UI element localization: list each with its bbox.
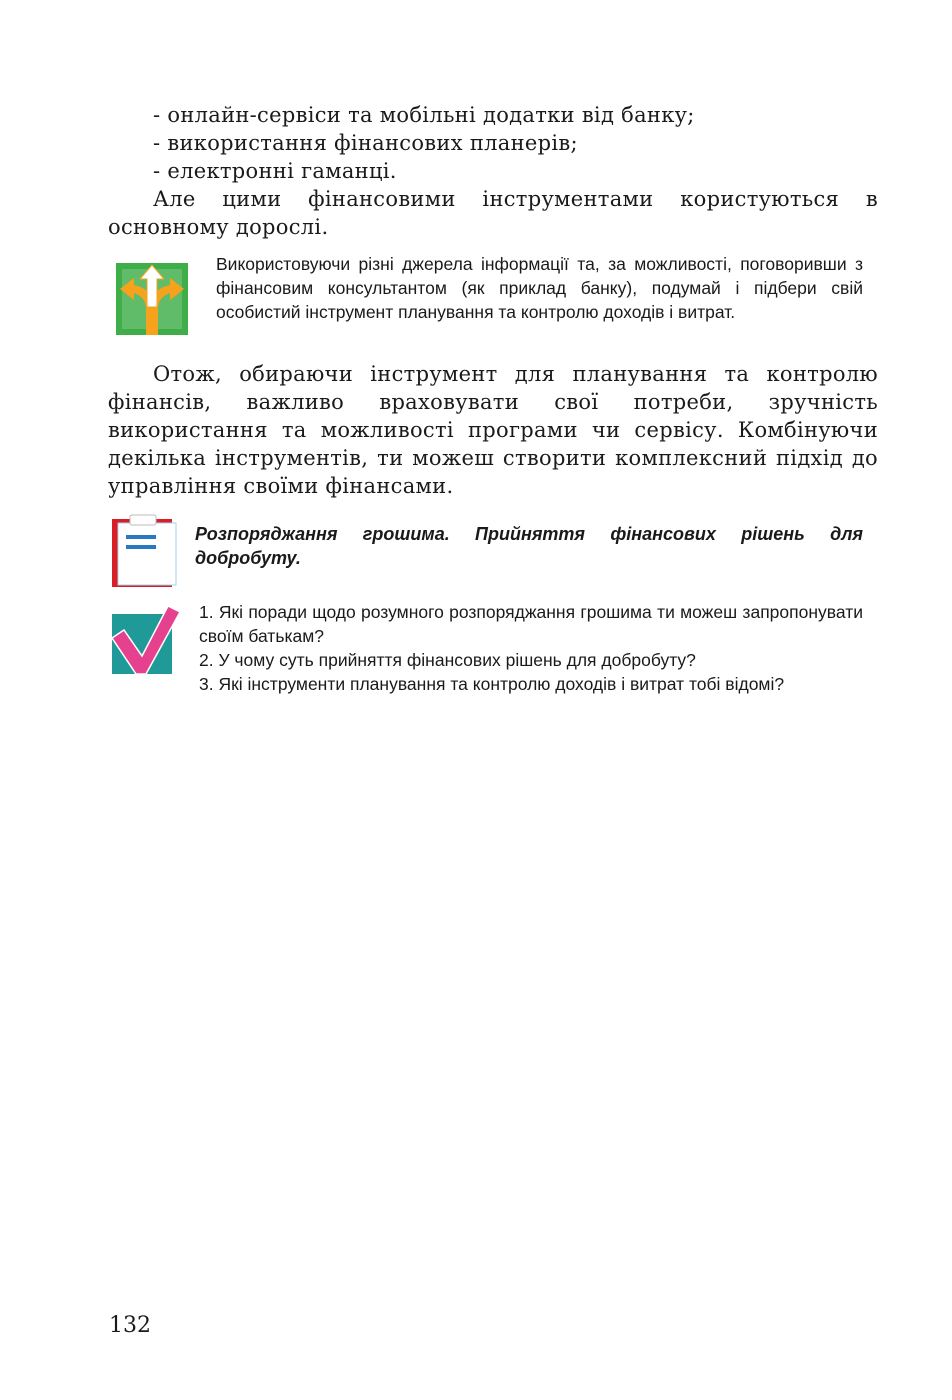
question-item: 2. У чому суть прийняття фінансових рішень для добробуту? <box>199 650 696 670</box>
question-list <box>199 600 863 696</box>
question-item: 1. Які поради щодо розумного розпоряджання грошима ти можеш запропонувати своїм батькам? <box>199 602 863 646</box>
bullet-item: - електронні гаманці. <box>153 159 397 183</box>
checkmark-icon <box>110 604 180 676</box>
tip-text: Використовуючи різні джерела інформації та, за можливості, поговоривши з фінансовим консультантом (як приклад банку), подумай і підбери свій особистий інструмент планування та контролю доходів і витрат. <box>216 254 863 322</box>
bullet-item: - використання фінансових планерів; <box>153 131 578 155</box>
question-item: 3. Які інструменти планування та контролю доходів і витрат тобі відомі? <box>199 674 785 694</box>
page-number: 132 <box>109 1313 151 1338</box>
paragraph-conclusion <box>108 360 878 500</box>
bullet-list <box>153 101 878 185</box>
paragraph-adults <box>108 185 878 241</box>
clipboard-note-icon <box>110 513 178 589</box>
paragraph-text: Але цими фінансовими інструментами користуються в основному дорослі. <box>108 187 878 239</box>
crossroads-arrows-icon <box>116 263 188 335</box>
topic-title: Розпоряджання грошима. Прийняття фінансових рішень для добробуту. <box>195 524 863 568</box>
bullet-item: - онлайн-сервіси та мобільні додатки від банку; <box>153 103 695 127</box>
paragraph-text: Отож, обираючи інструмент для планування та контролю фінансів, важливо враховувати свої потреби, зручність використання та можливості програми чи сервісу. Комбінуючи декілька інструментів, ти можеш створити комплексний підхід до управління своїми фінансами. <box>108 362 878 498</box>
